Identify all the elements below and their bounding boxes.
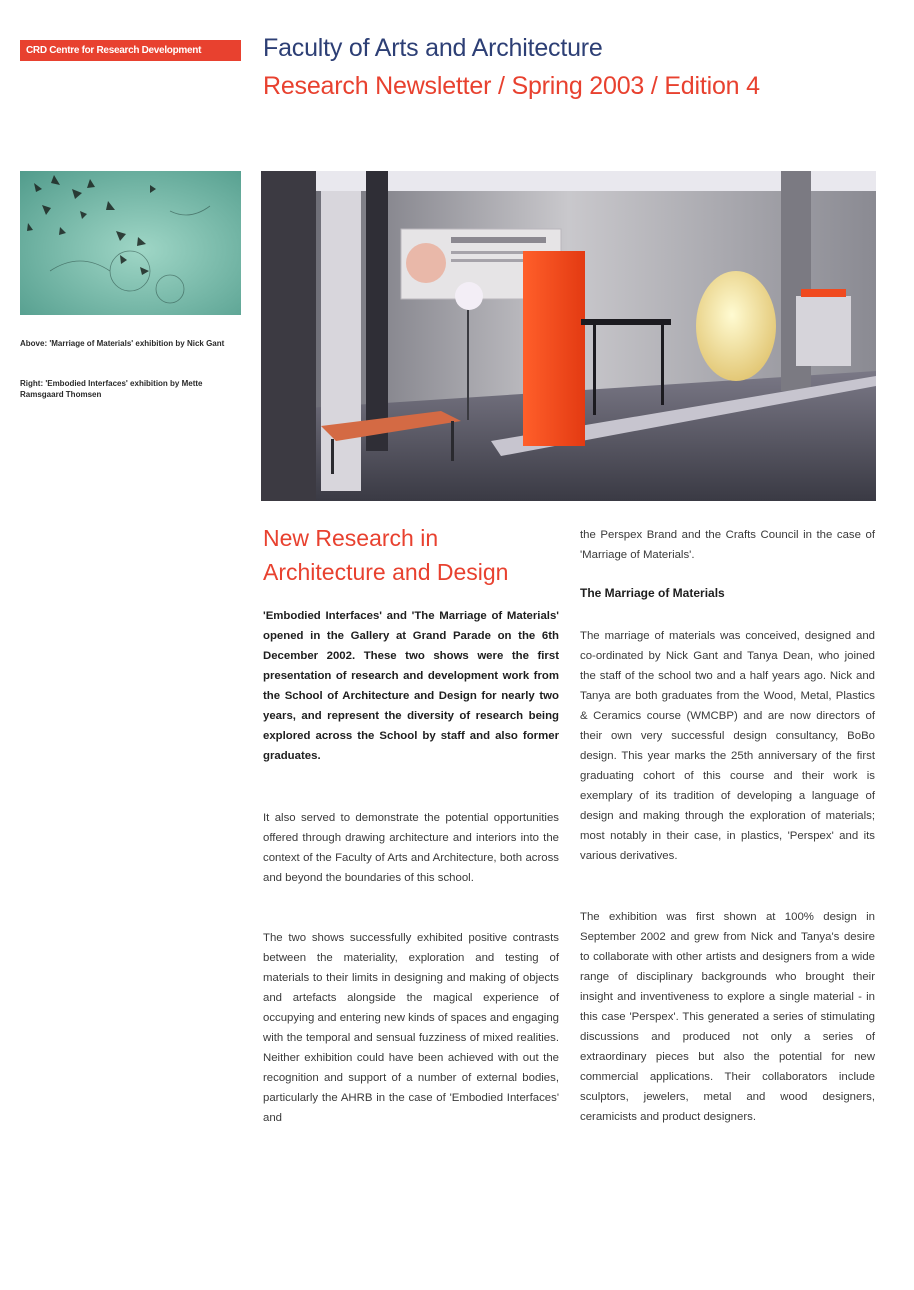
article-heading: New Research in Architecture and Design — [263, 525, 509, 585]
article-paragraph: It also served to demonstrate the potential opportunities offered through drawing architecture and interiors into the context of the Faculty of Arts and Architecture, both across and beyond the boundaries of this school. — [263, 812, 559, 884]
caption-above: Above: 'Marriage of Materials' exhibition by Nick Gant — [20, 339, 225, 348]
article-lead: 'Embodied Interfaces' and 'The Marriage of Materials' opened in the Gallery at Grand Parade on the 6th December 2002. These two shows were the first presentation of research and development work from the School of Architecture and Design for nearly two years, and represent the diversity of research being explored across the School by staff and also former graduates. — [263, 610, 559, 762]
page-title: Faculty of Arts and Architecture — [263, 34, 603, 62]
centre-badge: CRD Centre for Research Development — [20, 40, 241, 61]
article-paragraph: The marriage of materials was conceived, designed and co-ordinated by Nick Gant and Tanya Dean, who joined the staff of the school two and a half years ago. Nick and Tanya are both graduates from the Wood, Metal, Plastics & Ceramics course (WMCBP) and are now directors of their own very successful design consultancy, BoBo design. This year marks the 25th anniversary of the first graduating cohort of this course and their work is exemplary of its tradition of developing a language of design and making through the exploration of materials; most notably in their case, in plastics, 'Perspex' and its various derivatives. — [580, 630, 875, 862]
section-subheading: The Marriage of Materials — [580, 586, 725, 600]
article-paragraph: The two shows successfully exhibited positive contrasts between the materiality, exploration and testing of materials to their limits in designing and making of objects and artefacts alongside the magical experience of occupying and entering new kinds of spaces and engaging with the temporal and sensual fuzziness of mixed realities. Neither exhibition could have been achieved with out the recognition and support of a number of external bodies, particularly the AHRB in the case of 'Embodied Interfaces' and — [263, 932, 559, 1124]
marriage-of-materials-photo — [20, 171, 241, 315]
embodied-interfaces-photo — [261, 171, 876, 501]
article-paragraph: the Perspex Brand and the Crafts Council in the case of 'Marriage of Materials'. — [580, 529, 875, 561]
article-paragraph: The exhibition was first shown at 100% design in September 2002 and grew from Nick and Tanya's desire to collaborate with other artists and designers from a wide range of disciplinary backgrounds who brought their insight and inventiveness to explore a single material - in this case 'Perspex'. This generated a series of stimulating discussions and produced not only a series of extraordinary pieces but also the potential for new commercial applications. Their collaborators include sculptors, jewelers, metal and wood designers, ceramicists and product designers. — [580, 911, 875, 1123]
caption-right: Right: 'Embodied Interfaces' exhibition by Mette Ramsgaard Thomsen — [20, 379, 203, 399]
page-subtitle: Research Newsletter / Spring 2003 / Edition 4 — [263, 72, 760, 100]
